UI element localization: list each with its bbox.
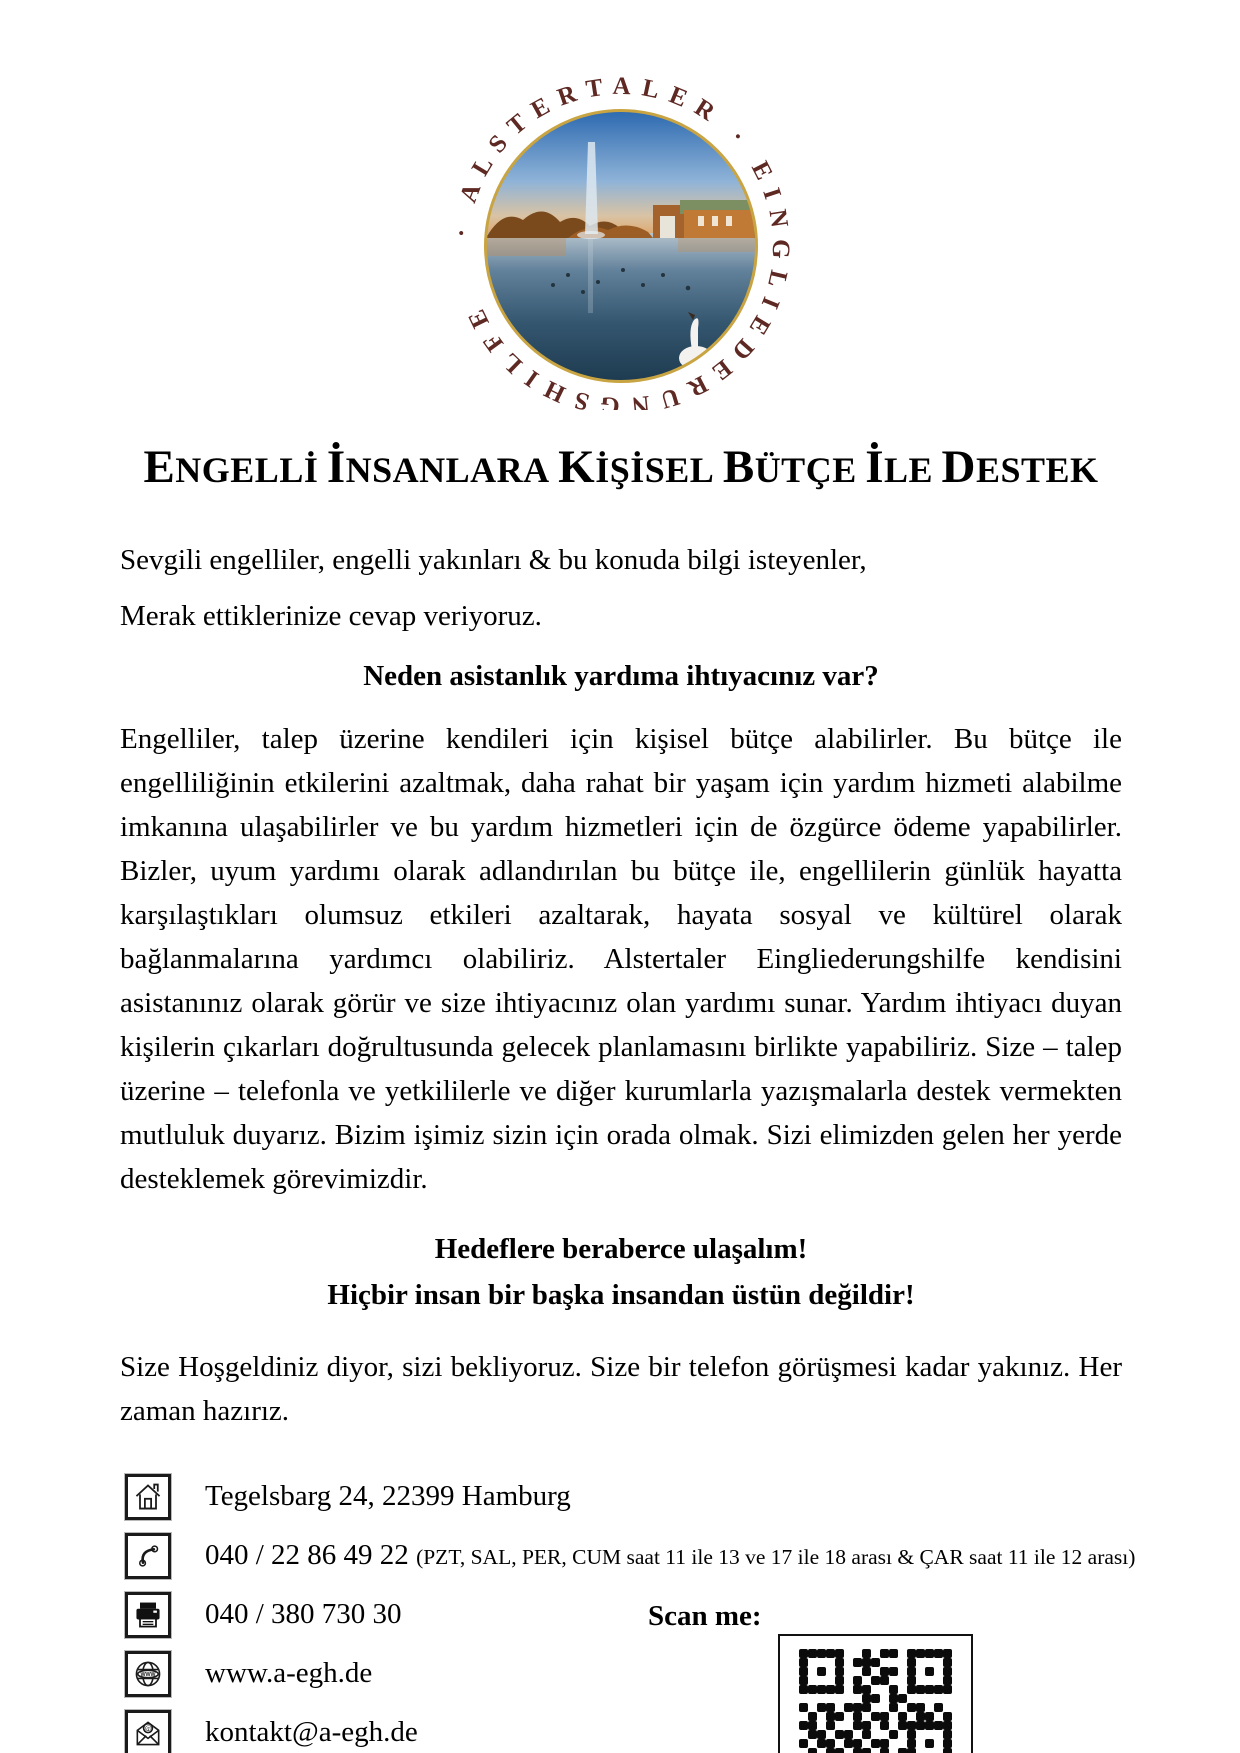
section-heading: Neden asistanlık yardıma ihtıyacınız var?: [363, 660, 879, 692]
email-text: kontakt@a-egh.de: [205, 1716, 418, 1748]
organization-logo: [448, 70, 794, 410]
logo-graphic: [448, 70, 794, 410]
qr-code: [778, 1634, 973, 1753]
slogan: [120, 1226, 1122, 1318]
phone-hours: (PZT, SAL, PER, CUM saat 11 ile 13 ve 17 ile 18 arası & ÇAR saat 11 ile 12 arası): [416, 1545, 1136, 1569]
fax-icon: [125, 1592, 171, 1638]
logo-ring-text: · ALSTERTALER · EINGLIEDERUNGSHILFE: [448, 72, 794, 410]
qr-code-pattern: [799, 1649, 952, 1753]
address-text: Tegelsbarg 24, 22399 Hamburg: [205, 1480, 571, 1512]
intro-line-1: Sevgili engelliler, engelli yakınları & bu konuda bilgi isteyenler,: [120, 544, 867, 576]
phone-text: [205, 1539, 1135, 1572]
scan-me-label: Scan me:: [648, 1600, 762, 1632]
phone-number: 040 / 22 86 49 22: [205, 1539, 409, 1571]
phone-row: [120, 1526, 1136, 1585]
email-icon: [125, 1710, 171, 1753]
page-title: ENGELLİ İNSANLARA KİŞİSEL BÜTÇE İLE DESTEK: [143, 441, 1099, 493]
fax-text: 040 / 380 730 30: [205, 1598, 402, 1630]
closing-paragraph: Size Hoşgeldiniz diyor, sizi bekliyoruz. Size bir telefon görüşmesi kadar yakınız. Her zaman hazırız.: [120, 1351, 1122, 1427]
intro-line-2: Merak ettiklerinize cevap veriyoruz.: [120, 600, 542, 632]
slogan-line-1: Hedeflere beraberce ulaşalım!: [434, 1233, 808, 1265]
globe-www-icon: [125, 1651, 171, 1697]
address-row: [120, 1467, 1122, 1526]
contact-section: [120, 1467, 1136, 1753]
website-text: www.a-egh.de: [205, 1657, 373, 1689]
phone-icon: [125, 1533, 171, 1579]
slogan-line-2: Hiçbir insan bir başka insandan üstün değildir!: [327, 1279, 915, 1311]
svg-text:@: @: [144, 1723, 152, 1733]
home-icon: [125, 1474, 171, 1520]
body-paragraph: Engelliler, talep üzerine kendileri için kişisel bütçe alabilirler. Bu bütçe ile engelliliğinin etkilerini azaltmak, daha rahat bir yaşam için yardım hizmeti alabilme imkanına ulaşabilirler ve bu yardım hizmetleri için de özgürce ödeme yapabilirler. Bizler, uyum yardımı olarak adlandırılan bu bütçe ile, engellilerin günlük hayatta karşılaştıkları olumsuz etkileri azaltarak, hayata sosyal ve kültürel olarak bağlanmalarına yardımcı olabiliriz. Alstertaler Eingliederungshilfe kendisini asistanınız olarak görür ve size ihtiyacınız olan yardımı sunar. Yardım ihtiyacı duyan kişilerin çıkarları doğrultusunda gelecek planlamasını birlikte yapabiliriz. Size – talep üzerine – telefonla ve yetkililerle ve diğer kurumlarla yazışmalarla destek vermekten mutluluk duyarız. Bizim işimiz sizin için orada olmak. Sizi elimizden gelen her yerde desteklemek görevimizdir.: [120, 723, 1122, 1195]
svg-text:WWW: WWW: [140, 1671, 156, 1678]
